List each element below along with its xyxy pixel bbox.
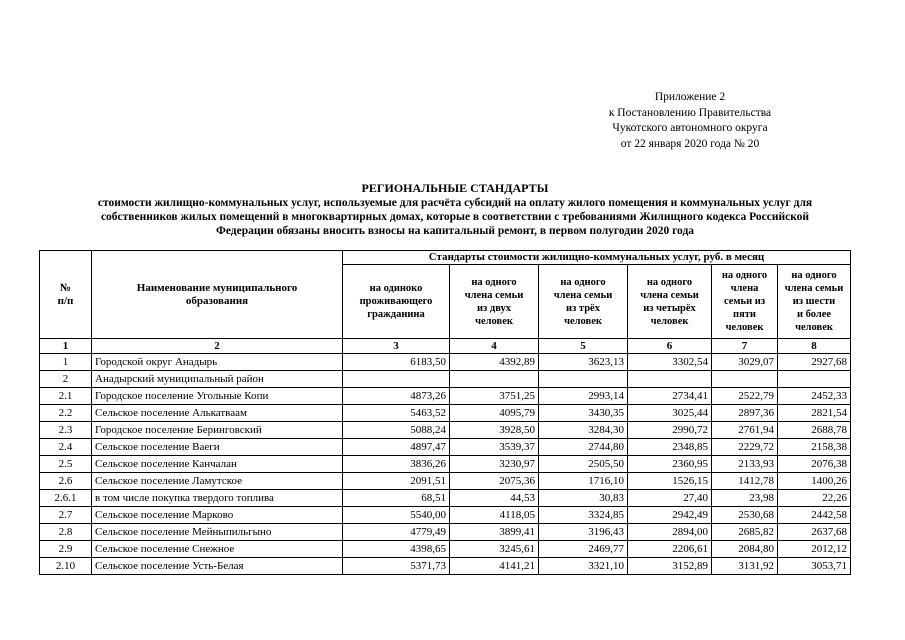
row-value: 4392,89 [450,354,539,371]
row-value: 2076,38 [778,456,851,473]
document-subtitle-line-3: Федерации обязаны вносить взносы на капитальный ремонт, в первом полугодии 2020 года [215,225,695,237]
row-value: 3899,41 [450,524,539,541]
row-value: 4141,21 [450,558,539,575]
document-subtitle-line-1: стоимости жилищно-коммунальных услуг, используемые для расчёта субсидий на оплату жилого помещения и коммунальных услуг для [97,197,813,209]
row-number: 2.3 [40,422,92,439]
row-municipality-name: Сельское поселение Мейныпильгыно [92,524,343,541]
row-value: 4118,05 [450,507,539,524]
row-municipality-name: Городской округ Анадырь [92,354,343,371]
row-value: 2158,38 [778,439,851,456]
row-value: 3230,97 [450,456,539,473]
table-row [40,558,851,575]
column-number: 4 [450,339,539,354]
row-value: 2206,61 [628,541,712,558]
table-row [40,405,851,422]
row-value: 2091,51 [343,473,450,490]
header-number: № п/п [40,251,92,339]
table-row [40,507,851,524]
row-value: 4398,65 [343,541,450,558]
row-value: 5371,73 [343,558,450,575]
row-value: 3152,89 [628,558,712,575]
row-value: 23,98 [712,490,778,507]
row-value: 1400,26 [778,473,851,490]
row-value: 2442,58 [778,507,851,524]
row-value: 3324,85 [539,507,628,524]
document-heading [30,181,880,238]
row-value: 44,53 [450,490,539,507]
row-value: 2360,95 [628,456,712,473]
row-value: 2744,80 [539,439,628,456]
appendix-line-4: от 22 января 2020 года № 20 [620,137,760,150]
row-number: 2.5 [40,456,92,473]
row-value: 1526,15 [628,473,712,490]
row-value [628,371,712,388]
column-number: 6 [628,339,712,354]
row-value [450,371,539,388]
header-family-of-six-plus: на одного члена семьи из шести и более человек [778,265,851,339]
table-body [40,354,851,575]
row-municipality-name: Анадырский муниципальный район [92,371,343,388]
table-row [40,422,851,439]
header-family-of-four: на одного члена семьи из четырёх человек [628,265,712,339]
column-number-row [40,339,851,354]
row-value: 5088,24 [343,422,450,439]
row-value: 27,40 [628,490,712,507]
row-municipality-name: Сельское поселение Ламутское [92,473,343,490]
row-number: 2.6 [40,473,92,490]
row-municipality-name: Городское поселение Беринговский [92,422,343,439]
row-value: 3029,07 [712,354,778,371]
table-row [40,524,851,541]
row-value: 2229,72 [712,439,778,456]
column-number: 2 [92,339,343,354]
row-value: 2348,85 [628,439,712,456]
row-value: 2469,77 [539,541,628,558]
row-value: 2821,54 [778,405,851,422]
row-value: 2084,80 [712,541,778,558]
row-value: 2522,79 [712,388,778,405]
row-value: 5540,00 [343,507,450,524]
row-value: 3928,50 [450,422,539,439]
table-row [40,439,851,456]
column-number: 1 [40,339,92,354]
row-value: 2530,68 [712,507,778,524]
row-municipality-name: Сельское поселение Снежное [92,541,343,558]
table-row [40,456,851,473]
row-municipality-name: Сельское поселение Ваеги [92,439,343,456]
row-number: 2.4 [40,439,92,456]
row-value: 2990,72 [628,422,712,439]
row-value: 2942,49 [628,507,712,524]
column-number: 7 [712,339,778,354]
row-value: 2075,36 [450,473,539,490]
row-value: 2761,94 [712,422,778,439]
header-standards-group: Стандарты стоимости жилищно-коммунальных услуг, руб. в месяц [343,251,851,265]
row-municipality-name: Городское поселение Угольные Копи [92,388,343,405]
row-value [539,371,628,388]
document-subtitle-line-2: собственников жилых помещений в многоквартирных домах, которые в соответствии с требованиями Жилищного кодекса Российской [100,211,810,223]
table-row [40,354,851,371]
row-municipality-name: Сельское поселение Канчалан [92,456,343,473]
row-value: 3196,43 [539,524,628,541]
appendix-line-3: Чукотского автономного округа [612,122,768,134]
standards-table [39,250,851,575]
row-value: 3836,26 [343,456,450,473]
appendix-line-1: Приложение 2 [654,91,726,103]
table-row [40,541,851,558]
row-value: 3751,25 [450,388,539,405]
table-row [40,388,851,405]
row-number: 2.6.1 [40,490,92,507]
row-value: 3321,10 [539,558,628,575]
row-value: 68,51 [343,490,450,507]
header-single-resident: на одиноко проживающего гражданина [343,265,450,339]
header-family-of-two: на одного члена семьи из двух человек [450,265,539,339]
row-municipality-name: Сельское поселение Усть-Белая [92,558,343,575]
row-value: 3302,54 [628,354,712,371]
row-value: 2012,12 [778,541,851,558]
row-number: 2 [40,371,92,388]
row-municipality-name: Сельское поселение Марково [92,507,343,524]
row-value: 2927,68 [778,354,851,371]
row-number: 2.7 [40,507,92,524]
row-value: 3131,92 [712,558,778,575]
appendix-block [560,90,820,152]
row-number: 2.8 [40,524,92,541]
row-value: 3539,37 [450,439,539,456]
row-value [712,371,778,388]
row-number: 2.2 [40,405,92,422]
row-value: 3430,35 [539,405,628,422]
row-value [778,371,851,388]
row-value: 2894,00 [628,524,712,541]
row-value: 1716,10 [539,473,628,490]
row-value: 6183,50 [343,354,450,371]
column-number: 8 [778,339,851,354]
header-municipality: Наименование муниципального образования [92,251,343,339]
row-value: 2637,68 [778,524,851,541]
row-value: 4779,49 [343,524,450,541]
row-municipality-name: в том числе покупка твердого топлива [92,490,343,507]
row-value: 30,83 [539,490,628,507]
row-value: 2133,93 [712,456,778,473]
row-value: 3284,30 [539,422,628,439]
row-value: 3025,44 [628,405,712,422]
row-value: 2685,82 [712,524,778,541]
document-title: РЕГИОНАЛЬНЫЕ СТАНДАРТЫ [361,181,549,195]
table-row [40,371,851,388]
row-value: 2505,50 [539,456,628,473]
row-number: 2.9 [40,541,92,558]
row-value: 4873,26 [343,388,450,405]
row-value: 22,26 [778,490,851,507]
header-family-of-three: на одного члена семьи из трёх человек [539,265,628,339]
row-number: 1 [40,354,92,371]
row-value: 3623,13 [539,354,628,371]
row-value: 1412,78 [712,473,778,490]
column-number: 5 [539,339,628,354]
row-value: 4095,79 [450,405,539,422]
table-row [40,490,851,507]
row-value: 4897,47 [343,439,450,456]
row-value: 3245,61 [450,541,539,558]
row-value: 2688,78 [778,422,851,439]
column-number: 3 [343,339,450,354]
row-value: 2734,41 [628,388,712,405]
row-value: 5463,52 [343,405,450,422]
header-family-of-five: на одного члена семьи из пяти человек [712,265,778,339]
row-value [343,371,450,388]
row-number: 2.1 [40,388,92,405]
row-value: 2993,14 [539,388,628,405]
row-number: 2.10 [40,558,92,575]
row-value: 3053,71 [778,558,851,575]
row-municipality-name: Сельское поселение Алькатваам [92,405,343,422]
row-value: 2897,36 [712,405,778,422]
row-value: 2452,33 [778,388,851,405]
table-row [40,473,851,490]
appendix-line-2: к Постановлению Правительства [608,106,772,119]
